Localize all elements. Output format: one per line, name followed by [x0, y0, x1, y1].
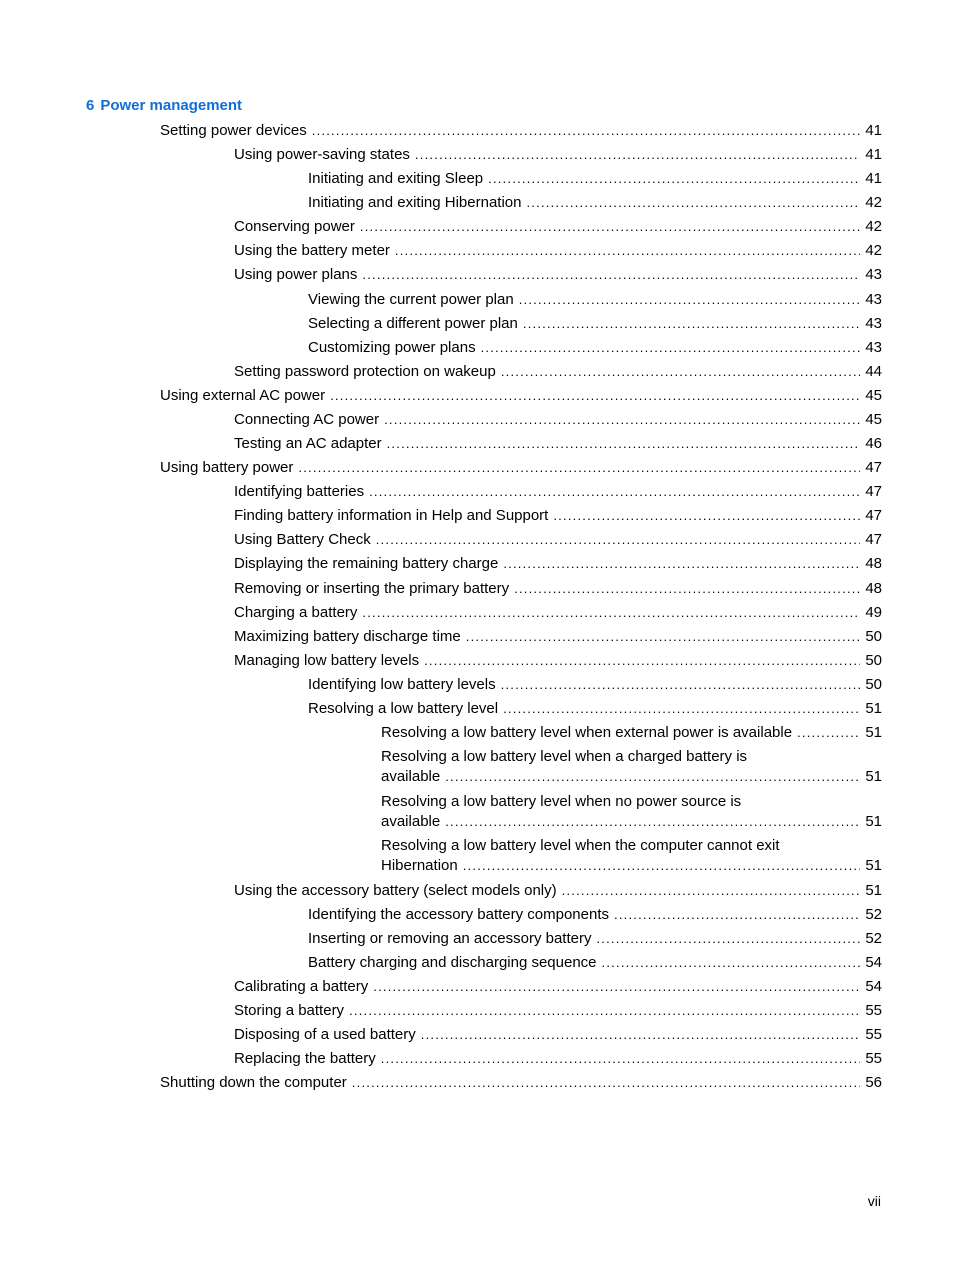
dot-leader — [360, 217, 860, 237]
toc-entry-line — [234, 1049, 882, 1069]
toc-entry-line — [308, 193, 882, 213]
toc-entry[interactable] — [308, 953, 882, 973]
toc-entry-page: 55 — [865, 1050, 882, 1068]
toc-entry-title: Charging a battery — [234, 603, 358, 621]
toc-entry-line — [234, 881, 882, 901]
toc-entry-page: 43 — [865, 290, 882, 308]
toc-entry-title: Inserting or removing an accessory battery — [308, 929, 592, 947]
toc-entry[interactable] — [381, 747, 882, 787]
chapter-title: Power management — [100, 97, 243, 114]
toc-entry-line — [234, 410, 882, 430]
toc-entry-line — [234, 434, 882, 454]
toc-entry[interactable] — [234, 579, 882, 599]
toc-entry-line — [308, 699, 882, 719]
dot-leader — [298, 458, 860, 478]
toc-entry-line — [234, 145, 882, 165]
toc-entry[interactable] — [381, 723, 882, 743]
toc-entry-page: 47 — [865, 483, 882, 501]
page-number: vii — [867, 1193, 881, 1209]
toc-entry-page: 52 — [865, 905, 882, 923]
toc-entry[interactable] — [308, 314, 882, 334]
toc-entry-line — [308, 314, 882, 334]
toc-entry-page: 45 — [865, 410, 882, 428]
toc-entry[interactable] — [234, 627, 882, 647]
toc-entry[interactable] — [308, 193, 882, 213]
toc-entry-line — [308, 338, 882, 358]
toc-entry-title: Finding battery information in Help and Support — [234, 507, 549, 525]
toc-entry-title: Storing a battery — [234, 1002, 345, 1020]
toc-entry[interactable] — [234, 145, 882, 165]
toc-entry-page: 54 — [865, 978, 882, 996]
dot-leader — [503, 554, 860, 574]
toc-entry-page: 51 — [865, 768, 882, 786]
dot-leader — [463, 856, 861, 876]
dot-leader — [381, 1049, 861, 1069]
toc-entry-title: Calibrating a battery — [234, 978, 369, 996]
dot-leader — [526, 193, 860, 213]
toc-entry-line — [160, 458, 882, 478]
toc-entry-title: Setting password protection on wakeup — [234, 362, 496, 380]
toc-entry[interactable] — [308, 338, 882, 358]
toc-entry[interactable] — [160, 1073, 882, 1093]
toc-entry[interactable] — [234, 265, 882, 285]
toc-entry-title: Connecting AC power — [234, 410, 380, 428]
toc-entry[interactable] — [234, 434, 882, 454]
toc-entry-title: Testing an AC adapter — [234, 435, 382, 453]
toc-entry-line — [308, 905, 882, 925]
toc-entry[interactable] — [234, 530, 882, 550]
toc-entry-title: Maximizing battery discharge time — [234, 627, 461, 645]
toc-entry-title: Resolving a low battery level when external power is available — [381, 724, 793, 741]
toc-entry-title-line: Resolving a low battery level when the computer cannot exit — [381, 837, 780, 855]
toc-entry-line — [234, 603, 882, 623]
dot-leader — [312, 121, 861, 141]
toc-entry-line — [381, 812, 882, 832]
toc-entry-page: 41 — [865, 122, 882, 139]
toc-entry-line — [234, 627, 882, 647]
toc-entry-line — [234, 265, 882, 285]
toc-entry-title: Initiating and exiting Sleep — [308, 170, 484, 188]
toc-entry-title: Replacing the battery — [234, 1050, 376, 1068]
toc-entry[interactable] — [234, 603, 882, 623]
toc-entry-line — [234, 241, 882, 261]
dot-leader — [362, 603, 860, 623]
dot-leader — [384, 410, 860, 430]
toc-entry[interactable] — [308, 699, 882, 719]
toc-entry-page: 49 — [865, 603, 882, 621]
toc-entry-page: 47 — [865, 459, 882, 477]
toc-entry[interactable] — [234, 217, 882, 237]
toc-entry-title: Using the battery meter — [234, 242, 390, 260]
toc-entry-page: 42 — [865, 194, 882, 212]
toc-entry-page: 47 — [865, 531, 882, 549]
toc-entry-title: Selecting a different power plan — [308, 314, 518, 332]
toc-entry[interactable] — [308, 675, 882, 695]
toc-entry-page: 51 — [865, 812, 882, 830]
toc-entry-line — [308, 169, 882, 189]
toc-entry-page: 51 — [865, 699, 882, 717]
toc-entry-title: Using power-saving states — [234, 146, 410, 164]
toc-entry-line — [381, 856, 882, 876]
toc-entry[interactable] — [308, 905, 882, 925]
toc-entry[interactable] — [234, 1001, 882, 1021]
toc-entry-page: 51 — [865, 857, 882, 875]
toc-entry[interactable] — [234, 977, 882, 997]
toc-entry-title: Disposing of a used battery — [234, 1026, 416, 1044]
toc-entry-title: Resolving a low battery level — [308, 699, 499, 717]
toc-entry-page: 54 — [865, 954, 882, 972]
dot-leader — [421, 1025, 861, 1045]
toc-entry-title-line: Resolving a low battery level when no power source is — [381, 792, 742, 810]
dot-leader — [445, 767, 860, 787]
toc-entry-title: Managing low battery levels — [234, 651, 420, 669]
toc-entry[interactable] — [234, 554, 882, 574]
toc-entry-page: 50 — [865, 675, 882, 693]
toc-entry-page: 56 — [865, 1074, 882, 1092]
toc-entry[interactable] — [234, 362, 882, 382]
toc-entry-title: Setting power devices — [160, 122, 307, 139]
dot-leader — [519, 290, 861, 310]
toc-entry-line — [234, 651, 882, 671]
dot-leader — [481, 338, 861, 358]
toc-entry-title-line: Resolving a low battery level when a charged battery is — [381, 748, 748, 766]
toc-entry-page: 44 — [865, 362, 882, 380]
toc-entry[interactable] — [234, 1049, 882, 1069]
toc-entry-page: 45 — [865, 386, 882, 404]
toc-entry-title: Conserving power — [234, 218, 355, 236]
toc-entry-title: Initiating and exiting Hibernation — [308, 194, 522, 212]
toc-entry-line — [160, 386, 882, 406]
toc-entry-page: 48 — [865, 555, 882, 573]
toc-entry-title: Using battery power — [160, 459, 294, 477]
toc-entry[interactable] — [381, 836, 882, 876]
toc-entry[interactable] — [234, 410, 882, 430]
toc-entry-title: Identifying low battery levels — [308, 675, 496, 693]
toc-entry-title: Viewing the current power plan — [308, 290, 514, 308]
toc-entry-line — [234, 362, 882, 382]
toc-entry-line — [234, 506, 882, 526]
toc-entry[interactable] — [160, 458, 882, 478]
toc-entry-title: Displaying the remaining battery charge — [234, 555, 499, 573]
toc-entry-line — [234, 579, 882, 599]
toc-entry[interactable] — [160, 121, 882, 141]
toc-entry-line — [160, 1073, 882, 1093]
toc-entry-page: 41 — [865, 146, 882, 164]
toc-entry-title: Using power plans — [234, 266, 358, 284]
toc-entry-title: Shutting down the computer — [160, 1074, 347, 1092]
toc-entry-line — [234, 482, 882, 502]
dot-leader — [362, 265, 860, 285]
toc-entry-page: 50 — [865, 627, 882, 645]
toc-entry[interactable] — [234, 482, 882, 502]
toc-entry[interactable] — [234, 881, 882, 901]
chapter-number: 6 — [86, 97, 95, 114]
dot-leader — [562, 881, 861, 901]
dot-leader — [523, 314, 860, 334]
dot-leader — [596, 929, 860, 949]
toc-entry-page: 43 — [865, 314, 882, 332]
dot-leader — [514, 579, 860, 599]
toc-entry-title: available — [381, 812, 441, 830]
toc-entry[interactable] — [234, 651, 882, 671]
toc-entry-page: 43 — [865, 338, 882, 356]
toc-entry-title: Using external AC power — [160, 386, 326, 404]
toc-entry[interactable] — [308, 929, 882, 949]
dot-leader — [373, 977, 860, 997]
toc-entry-page: 55 — [865, 1002, 882, 1020]
toc-entry-line — [234, 530, 882, 550]
toc-entry-title: available — [381, 768, 441, 786]
toc-entry-page: 43 — [865, 266, 882, 284]
dot-leader — [349, 1001, 860, 1021]
toc-entry-title: Using Battery Check — [234, 531, 371, 549]
toc-entry[interactable] — [308, 290, 882, 310]
toc-entry[interactable] — [234, 506, 882, 526]
toc-entry-line — [308, 953, 882, 973]
dot-leader — [376, 530, 861, 550]
dot-leader — [503, 699, 860, 719]
toc-entry-title: Using the accessory battery (select models only) — [234, 881, 557, 899]
toc-entry-line — [381, 767, 882, 787]
chapter-heading[interactable] — [86, 97, 242, 114]
toc-entry[interactable] — [381, 792, 882, 832]
dot-leader — [369, 482, 860, 502]
dot-leader — [415, 145, 860, 165]
toc-entry-line — [308, 290, 882, 310]
dot-leader — [614, 905, 860, 925]
toc-entry-line — [308, 675, 882, 695]
dot-leader — [424, 651, 860, 671]
dot-leader — [395, 241, 860, 261]
toc-entry[interactable] — [308, 169, 882, 189]
toc-entry-page: 41 — [865, 170, 882, 188]
dot-leader — [797, 723, 860, 743]
dot-leader — [501, 362, 860, 382]
toc-entry-page: 42 — [865, 242, 882, 260]
toc-entry-page: 51 — [865, 881, 882, 899]
dot-leader — [501, 675, 861, 695]
toc-entry-page: 50 — [865, 651, 882, 669]
toc-entry-title: Battery charging and discharging sequence — [308, 954, 597, 972]
toc-entry-page: 48 — [865, 579, 882, 597]
toc-entry[interactable] — [234, 241, 882, 261]
toc-entry-line — [234, 977, 882, 997]
toc-entry-title: Identifying the accessory battery components — [308, 905, 609, 923]
toc-entry-title: Hibernation — [381, 857, 458, 875]
toc-entry-line — [308, 929, 882, 949]
toc-entry-page: 42 — [865, 218, 882, 236]
toc-entry-line — [160, 121, 882, 141]
toc-entry[interactable] — [160, 386, 882, 406]
toc-entry-line — [234, 1001, 882, 1021]
toc-entry-page: 51 — [865, 724, 882, 741]
dot-leader — [445, 812, 860, 832]
dot-leader — [352, 1073, 861, 1093]
dot-leader — [488, 169, 860, 189]
toc-entry-title: Customizing power plans — [308, 338, 476, 356]
toc-entry-line — [234, 217, 882, 237]
toc-entry-line — [234, 1025, 882, 1045]
toc-entry-title: Identifying batteries — [234, 483, 365, 501]
toc-entry-page: 47 — [865, 507, 882, 525]
dot-leader — [466, 627, 861, 647]
toc-entry-page: 52 — [865, 929, 882, 947]
dot-leader — [387, 434, 861, 454]
toc-entry-line — [234, 554, 882, 574]
toc-entry-title: Removing or inserting the primary battery — [234, 579, 510, 597]
dot-leader — [330, 386, 860, 406]
toc-entry-line — [381, 723, 882, 743]
toc-entry[interactable] — [234, 1025, 882, 1045]
toc-entry-page: 46 — [865, 435, 882, 453]
dot-leader — [553, 506, 860, 526]
dot-leader — [602, 953, 861, 973]
toc-entry-page: 55 — [865, 1026, 882, 1044]
